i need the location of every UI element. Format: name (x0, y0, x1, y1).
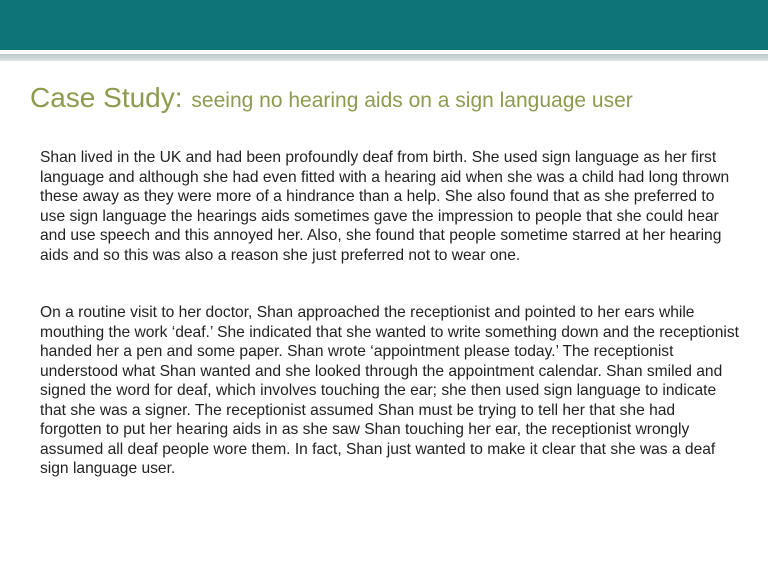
slide-title-main: Case Study: (30, 82, 183, 113)
slide-body (40, 148, 740, 479)
slide-title (30, 80, 750, 117)
header-band (0, 0, 768, 50)
paragraph-background: Shan lived in the UK and had been profoundly deaf from birth. She used sign language as her first language and although she had even fitted with a hearing aid when she was a child had long thrown these away as they were more of a hindrance than a help. She also found that as she preferred to use sign language the hearings aids sometimes gave the impression to people that she could hear and use speech and this annoyed her. Also, she found that people sometime starred at her hearing aids and so this was also a reason she just preferred not to wear one. (40, 149, 730, 264)
paragraph-doctor-visit: On a routine visit to her doctor, Shan approached the receptionist and pointed to her ears while mouthing the work ‘deaf.’ She indicated that she wanted to write something down and the receptionist handed her a pen and some paper. Shan wrote ‘appointment please today.’ The receptionist understood what Shan wanted and she looked through the appointment calendar. Shan smiled and signed the word for deaf, which involves touching the ear; she then used sign language to indicate that she was a signer. The receptionist assumed Shan must be trying to tell her that she had forgotten to put her hearing aids in as she saw Shan touching her ear, the receptionist wrongly assumed all deaf people wore them. In fact, Shan just wanted to make it clear that she was a deaf sign language user. (40, 304, 739, 477)
header-rule (0, 54, 768, 61)
slide-title-subtitle: seeing no hearing aids on a sign language user (191, 89, 633, 112)
